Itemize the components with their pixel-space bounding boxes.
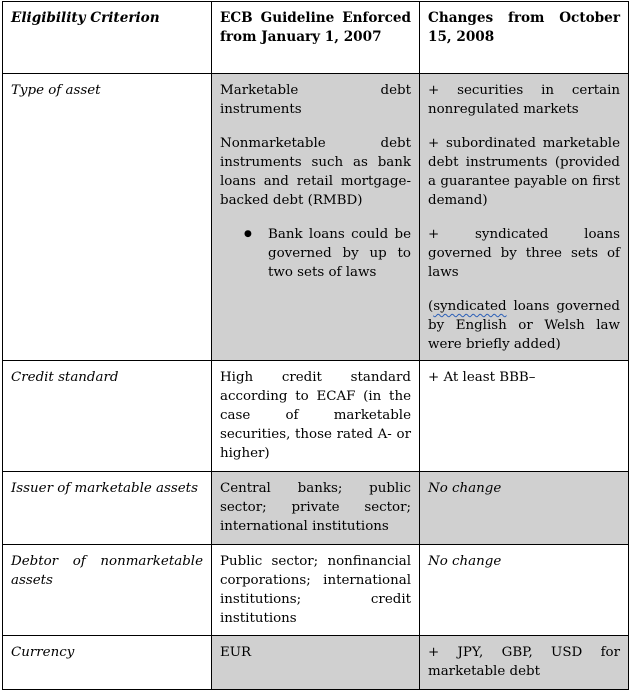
changes-credit-standard: + At least BBB–	[420, 361, 629, 472]
changes-issuer: No change	[420, 472, 629, 545]
guideline-type-of-asset	[212, 74, 420, 361]
criterion-issuer: Issuer of marketable assets	[3, 472, 212, 545]
guideline-bullet: ● Bank loans could be governed by up to two sets of laws	[268, 225, 411, 282]
changes-text	[428, 297, 620, 354]
changes-text: + syndicated loans governed by three sets of laws	[428, 227, 620, 280]
guideline-debtor: Public sector; nonfinancial corporations; international institutions; credit institutions	[212, 545, 420, 636]
row-debtor	[3, 545, 629, 636]
row-issuer	[3, 472, 629, 545]
guideline-text: Nonmarketable debt instruments such as bank loans and retail mortgage-backed debt (RMBD)	[220, 136, 411, 208]
row-credit-standard	[3, 361, 629, 472]
header-changes: Changes from October 15, 2008	[420, 2, 629, 74]
changes-currency: + JPY, GBP, USD for marketable debt	[420, 636, 629, 690]
guideline-currency: EUR	[212, 636, 420, 690]
row-type-of-asset	[3, 74, 629, 361]
changes-text: + securities in certain nonregulated markets	[428, 83, 620, 117]
header-criterion: Eligibility Criterion	[3, 2, 212, 74]
paren-open: (	[428, 299, 434, 314]
guideline-credit-standard: High credit standard according to ECAF (in the case of marketable securities, those rated A- or higher)	[212, 361, 420, 472]
changes-type-of-asset	[420, 74, 629, 361]
criterion-type-of-asset: Type of asset	[3, 74, 212, 361]
row-currency	[3, 636, 629, 690]
changes-text: + subordinated marketable debt instruments (provided a guarantee payable on first demand)	[428, 136, 620, 208]
criterion-debtor: Debtor of nonmarketable assets	[3, 545, 212, 636]
header-row	[3, 2, 629, 74]
guideline-issuer: Central banks; public sector; private sector; international institutions	[212, 472, 420, 545]
criterion-currency: Currency	[3, 636, 212, 690]
changes-debtor: No change	[420, 545, 629, 636]
guideline-bullet-list	[220, 225, 411, 282]
guideline-text: Marketable debt instruments	[220, 83, 411, 117]
spellcheck-word: syndicated	[433, 299, 507, 314]
changes-text-rest: loans governed by English or Welsh law were briefly added)	[428, 299, 620, 352]
header-guideline: ECB Guideline Enforced from January 1, 2007	[212, 2, 420, 74]
criterion-credit-standard: Credit standard	[3, 361, 212, 472]
eligibility-table	[2, 1, 629, 690]
